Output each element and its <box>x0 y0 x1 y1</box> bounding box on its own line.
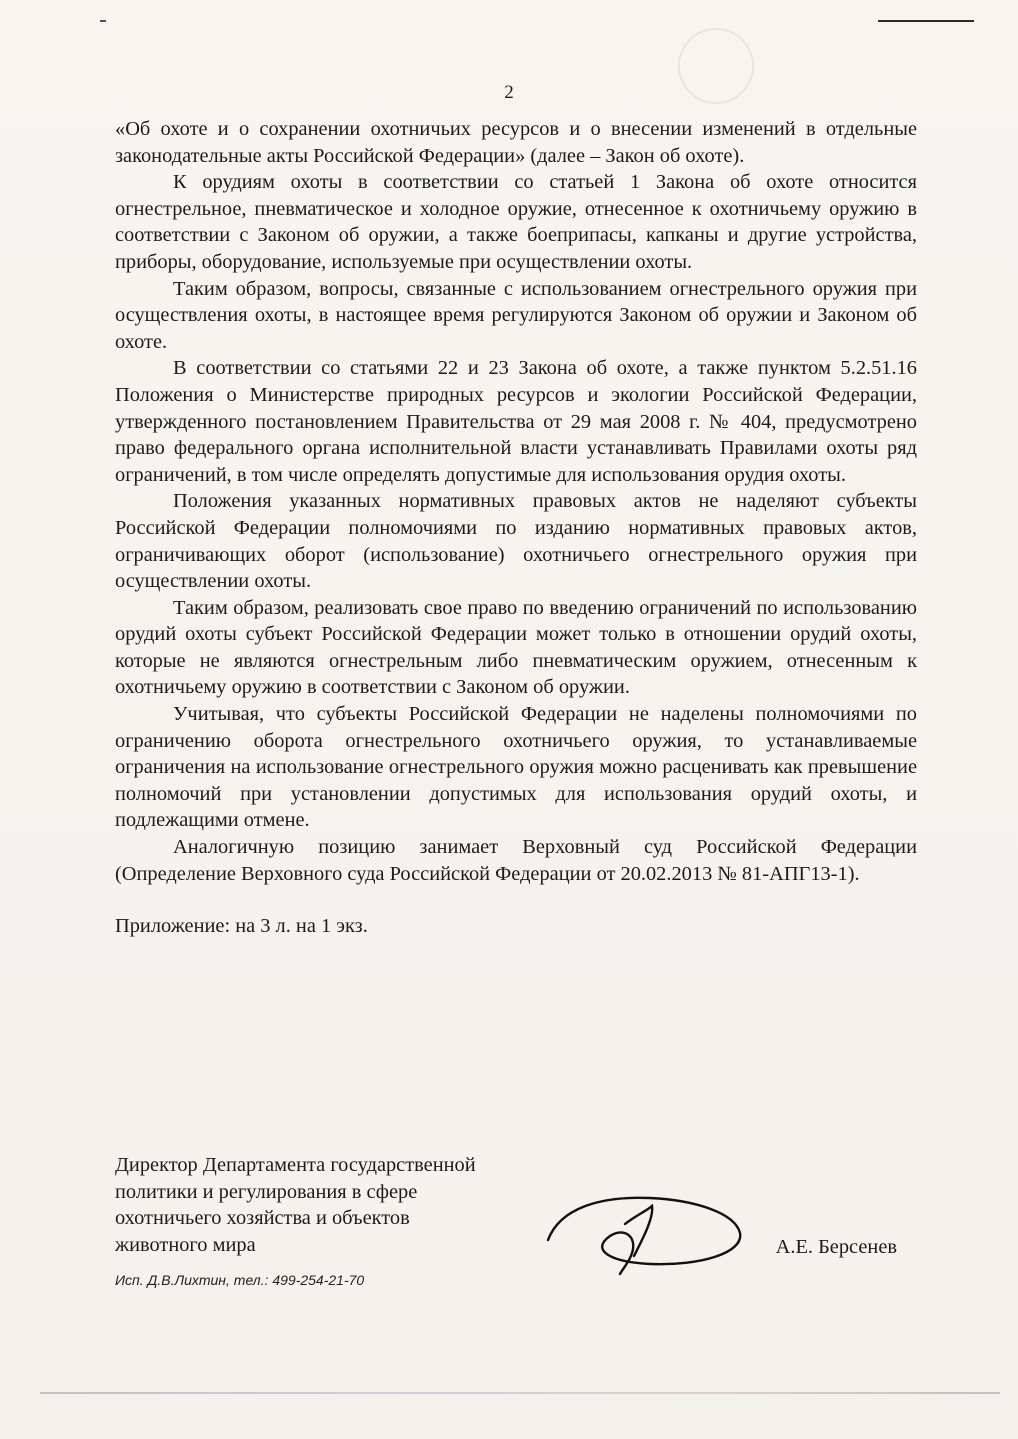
handwritten-signature-icon <box>530 1178 750 1278</box>
scan-bottom-line <box>40 1392 1000 1394</box>
executor-info: Исп. Д.В.Лихтин, тел.: 499-254-21-70 <box>115 1272 365 1288</box>
paragraph: «Об охоте и о сохранении охотничьих ресурсов и о внесении изменений в отдельные законодательные акты Российской Федерации» (далее – Закон об охоте). <box>115 118 917 167</box>
paragraph: Учитывая, что субъекты Российской Федерации не наделены полномочиями по ограничению оборота огнестрельного охотничьего оружия, то устанавливаемые ограничения на использование огнестрельного оружия можно расценивать как превышение полномочий при установлении допустимых для использования орудий охоты, и подлежащими отмене. <box>115 703 917 832</box>
paragraph: Таким образом, вопросы, связанные с использованием огнестрельного оружия при осуществления охоты, в настоящее время регулируются Законом об оружии и Законом об охоте. <box>115 277 917 353</box>
paragraph: Аналогичную позицию занимает Верховный суд Российской Федерации (Определение Верховного суда Российской Федерации от 20.02.2013 № 81-АПГ13-1). <box>115 836 917 885</box>
signature-block <box>115 1152 917 1258</box>
signatory-name: А.Е. Берсенев <box>775 1236 897 1258</box>
paragraph: Таким образом, реализовать свое право по введению ограничений по использованию орудий охоты субъект Российской Федерации может только в отношении орудий охоты, которые не являются огнестрельным либо пневматическим оружием, отнесенным к охотничьему оружию в соответствии с Законом об оружии. <box>115 596 917 699</box>
signatory-position: Директор Департамента государственной политики и регулирования в сфере охотничьего хозяйства и объектов животного мира <box>115 1154 476 1256</box>
paragraph: Положения указанных нормативных правовых актов не наделяют субъекты Российской Федерации полномочиями по изданию нормативных правовых актов, ограничивающих оборот (использование) охотничьего огнестрельного оружия при осуществлении охоты. <box>115 490 917 593</box>
paragraph: К орудиям охоты в соответствии со статьей 1 Закона об охоте относится огнестрельное, пневматическое и холодное оружие, отнесенное к охотничьему оружию в соответствии с Законом об оружии, а также боеприпасы, капканы и другие устройства, приборы, оборудование, используемые при осуществлении охоты. <box>115 171 917 273</box>
attachment-note: Приложение: на 3 л. на 1 экз. <box>115 915 368 938</box>
letter-body <box>115 116 917 940</box>
scan-edge-line <box>878 20 974 22</box>
page-number: 2 <box>504 82 514 103</box>
scan-edge-mark <box>100 20 106 22</box>
paragraph: В соответствии со статьями 22 и 23 Закона об охоте, а также пунктом 5.2.51.16 Положения о Министерстве природных ресурсов и экологии Российской Федерации, утвержденного постановлением Правительства от 29 мая 2008 г. № 404, предусмотрено право федерального органа исполнительной власти устанавливать Правилами охоты ряд ограничений, в том числе определять допустимые для использования орудия охоты. <box>115 357 917 486</box>
